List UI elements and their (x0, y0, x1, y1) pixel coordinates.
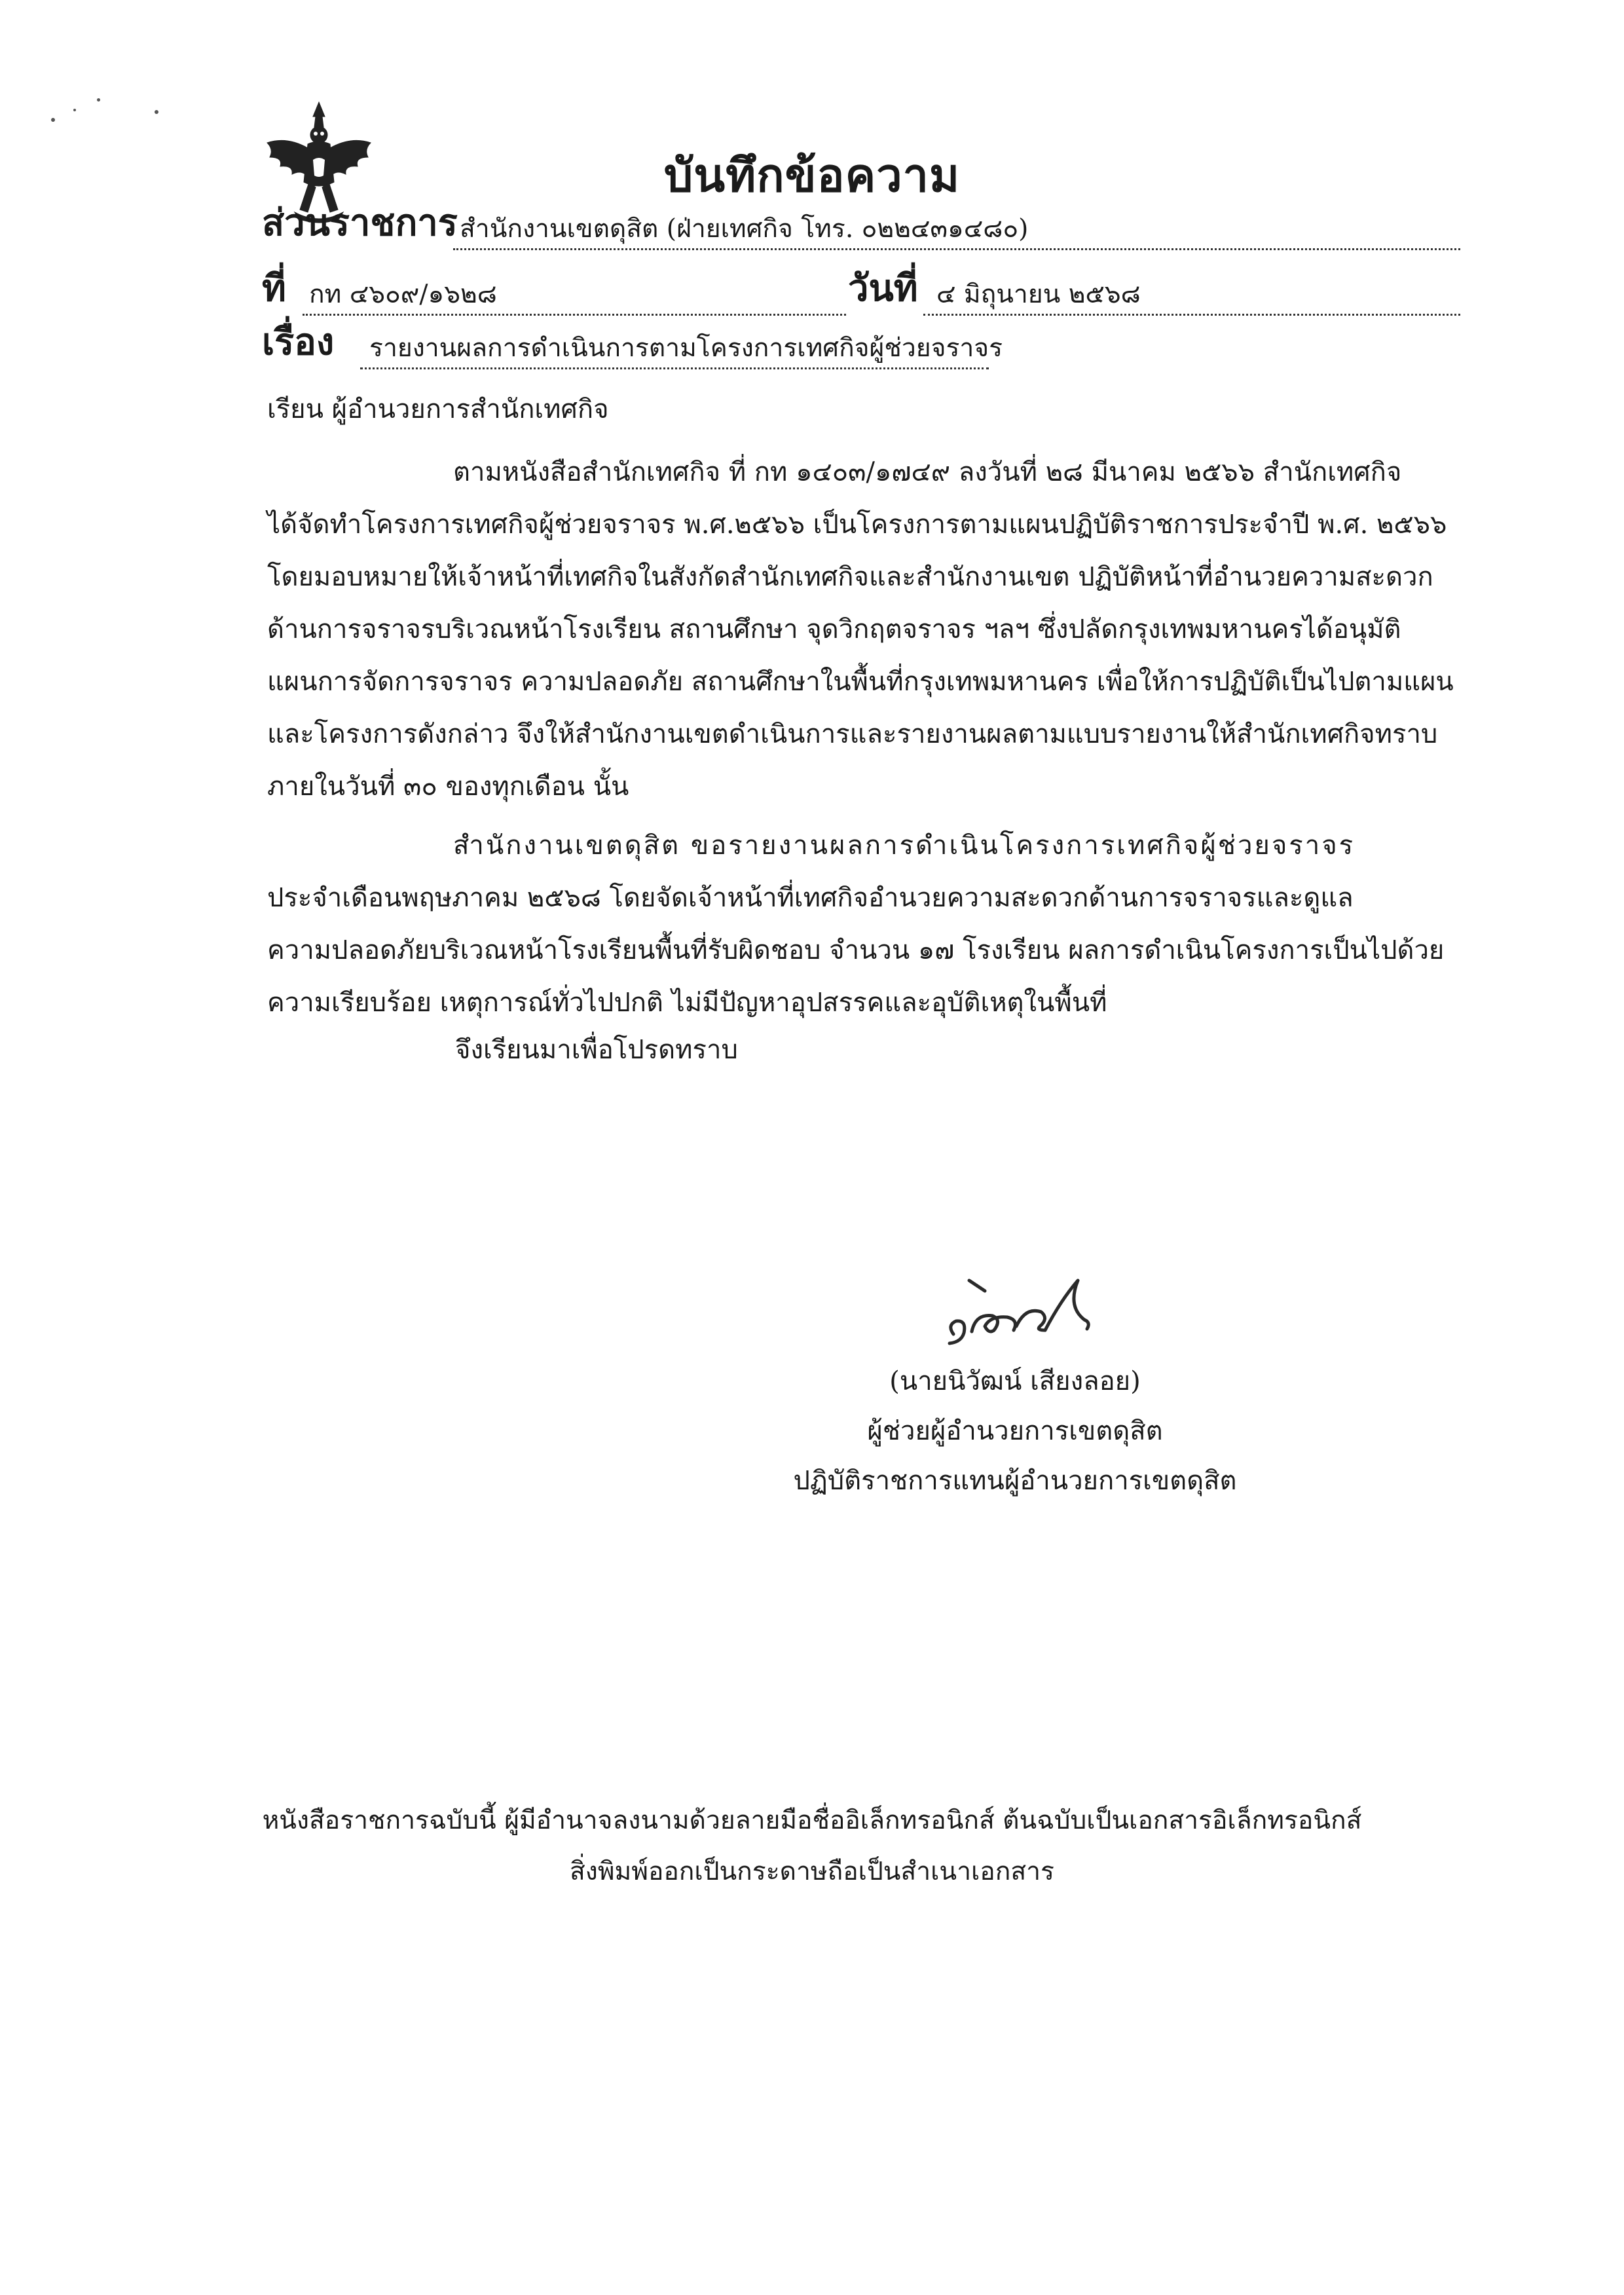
scan-speck (73, 109, 76, 111)
para1-line: ด้านการจราจรบริเวณหน้าโรงเรียน สถานศึกษา จุดวิกฤตจราจร ฯลฯ ซึ่งปลัดกรุงเทพมหานครได้อนุมัติ (267, 614, 1401, 644)
signer-position: ผู้ช่วยผู้อำนวยการเขตดุสิต (867, 1416, 1163, 1446)
date-value: ๔ มิถุนายน ๒๕๖๘ (936, 280, 1141, 309)
signer-name: (นายนิวัฒน์ เสียงลอย) (889, 1366, 1141, 1396)
agency-label: ส่วนราชการ (262, 201, 458, 244)
subject-value: รายงานผลการดำเนินการตามโครงการเทศกิจผู้ช่วยจราจร (369, 333, 1003, 363)
agency-value: สำนักงานเขตดุสิต (ฝ่ายเทศกิจ โทร. ๐๒๒๔๓๑๔๘๐) (460, 214, 1029, 244)
subject-label: เรื่อง (262, 320, 335, 364)
scan-speck (97, 98, 100, 102)
salutation: เรียน ผู้อำนวยการสำนักเทศกิจ (267, 394, 609, 424)
closing-line: จึงเรียนมาเพื่อโปรดทราบ (455, 1035, 738, 1065)
signer-acting: ปฏิบัติราชการแทนผู้อำนวยการเขตดุสิต (793, 1466, 1237, 1496)
para1-line: โดยมอบหมายให้เจ้าหน้าที่เทศกิจในสังกัดสำนักเทศกิจและสำนักงานเขต ปฏิบัติหน้าที่อำนวยความสะดวก (267, 562, 1433, 592)
scan-speck (51, 118, 55, 122)
footer-line-2: สิ่งพิมพ์ออกเป็นกระดาษถือเป็นสำเนาเอกสาร (569, 1857, 1054, 1886)
para2-line: สำนักงานเขตดุสิต ขอรายงานผลการดำเนินโครงการเทศกิจผู้ช่วยจราจร (453, 830, 1356, 861)
memo-title: บันทึกข้อความ (663, 148, 961, 202)
subject-row (262, 320, 1003, 373)
para1-line: ตามหนังสือสำนักเทศกิจ ที่ กท ๑๔๐๓/๑๗๔๙ ลงวันที่ ๒๘ มีนาคม ๒๕๖๖ สำนักเทศกิจ (453, 457, 1402, 487)
date-label: วันที่ (848, 267, 918, 310)
para1-line: ได้จัดทำโครงการเทศกิจผู้ช่วยจราจร พ.ศ.๒๕๖๖ เป็นโครงการตามแผนปฏิบัติราชการประจำปี พ.ศ. ๒๕๖๖ (267, 510, 1447, 540)
ref-value: กท ๔๖๐๙/๑๖๒๘ (309, 280, 497, 309)
para2-line: ประจำเดือนพฤษภาคม ๒๕๖๘ โดยจัดเจ้าหน้าที่เทศกิจอำนวยความสะดวกด้านการจราจรและดูแล (267, 883, 1354, 913)
para1-line: และโครงการดังกล่าว จึงให้สำนักงานเขตดำเนินการและรายงานผลตามแบบรายงานให้สำนักเทศกิจทราบ (267, 719, 1438, 749)
scan-speck (155, 110, 158, 114)
para2-line: ความเรียบร้อย เหตุการณ์ทั่วไปปกติ ไม่มีปัญหาอุปสรรคและอุบัติเหตุในพื้นที่ (267, 988, 1107, 1018)
footer-line-1: หนังสือราชการฉบับนี้ ผู้มีอำนาจลงนามด้วยลายมือชื่ออิเล็กทรอนิกส์ ต้นฉบับเป็นเอกสารอิเล็กทรอนิกส์ (262, 1806, 1362, 1835)
para2-line: ความปลอดภัยบริเวณหน้าโรงเรียนพื้นที่รับผิดชอบ จำนวน ๑๗ โรงเรียน ผลการดำเนินโครงการเป็นไปด้วย (267, 935, 1445, 965)
agency-row (262, 201, 1460, 254)
para1-line: แผนการจัดการจราจร ความปลอดภัย สถานศึกษาในพื้นที่กรุงเทพมหานคร เพื่อให้การปฏิบัติเป็นไปตามแผน (267, 667, 1454, 697)
handwritten-signature (930, 1261, 1100, 1359)
ref-date-row (262, 267, 1460, 320)
para1-line: ภายในวันที่ ๓๐ ของทุกเดือน นั้น (267, 772, 629, 802)
ref-label: ที่ (262, 267, 286, 310)
